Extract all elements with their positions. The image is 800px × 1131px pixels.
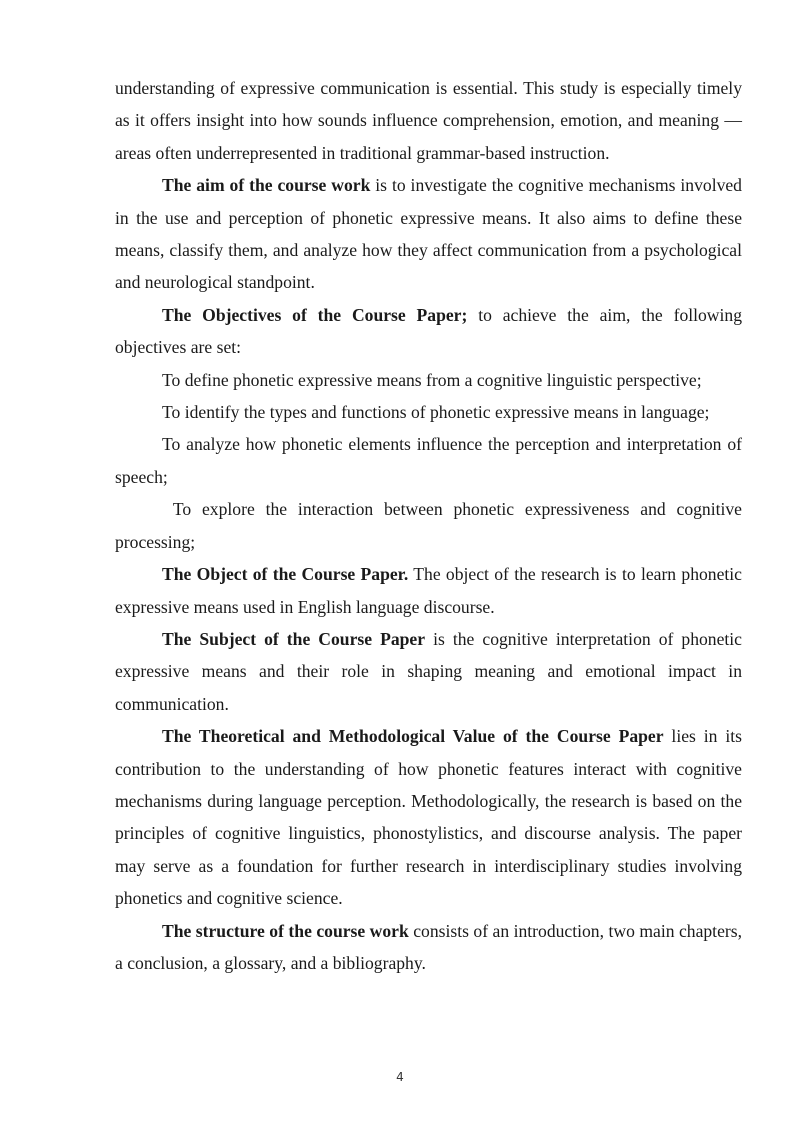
paragraph-aim (115, 169, 742, 299)
objective-item: To define phonetic expressive means from a cognitive linguistic perspective; (162, 369, 702, 390)
paragraph-heading: The Subject of the Course Paper (162, 628, 426, 649)
paragraph-value (115, 720, 742, 914)
paragraph-structure (115, 915, 742, 980)
paragraph-subject (115, 623, 742, 720)
paragraph-text: is to investigate the cognitive mechanisms involved in the use and perception of phonetic expressive means. It also aims to define these means, classify them, and analyze how they affect communication from a psychological and neurological standpoint. (115, 175, 742, 293)
paragraph-text: understanding of expressive communication is essential. This study is especially timely as it offers insight into how sounds influence comprehension, emotion, and meaning — areas often underrepresented in traditional grammar-based instruction. (115, 78, 742, 163)
paragraph-heading: The Object of the Course Paper. (162, 564, 409, 585)
objective-item (115, 493, 747, 558)
paragraph-text: to achieve the aim, the following objectives are set: (115, 304, 742, 358)
page-number: 4 (396, 1070, 404, 1084)
paragraph-heading: The Objectives of the Course Paper; (162, 304, 468, 325)
document-page (115, 72, 747, 979)
paragraph-object (115, 558, 742, 623)
paragraph-text: consists of an introduction, two main chapters, a conclusion, a glossary, and a bibliography. (115, 920, 742, 973)
paragraph-continuation (115, 72, 742, 169)
paragraph-heading: The aim of the course work (162, 175, 371, 196)
paragraph-objectives (115, 299, 742, 364)
objective-item: To identify the types and functions of phonetic expressive means in language; (162, 402, 710, 423)
paragraph-text: lies in its contribution to the understanding of how phonetic features interact with cognitive mechanisms during language perception. Methodologically, the research is based on the principles of cognitive linguistics, phonostylistics, and discourse analysis. The paper may serve as a foundation for further research in interdisciplinary studies involving phonetics and cognitive science. (115, 726, 742, 909)
objective-text: To explore the interaction between phonetic expressiveness and cognitive processing; (115, 499, 747, 552)
paragraph-text: is the cognitive interpretation of phonetic expressive means and their role in shaping meaning and emotional impact in communication. (115, 628, 742, 714)
paragraph-heading: The Theoretical and Methodological Value of the Course Paper (162, 726, 664, 747)
paragraph-text: The object of the research is to learn phonetic expressive means used in English language discourse. (115, 564, 742, 617)
paragraph-heading: The structure of the course work (162, 920, 409, 941)
objective-item: To analyze how phonetic elements influence the perception and interpretation of speech; (115, 434, 742, 487)
